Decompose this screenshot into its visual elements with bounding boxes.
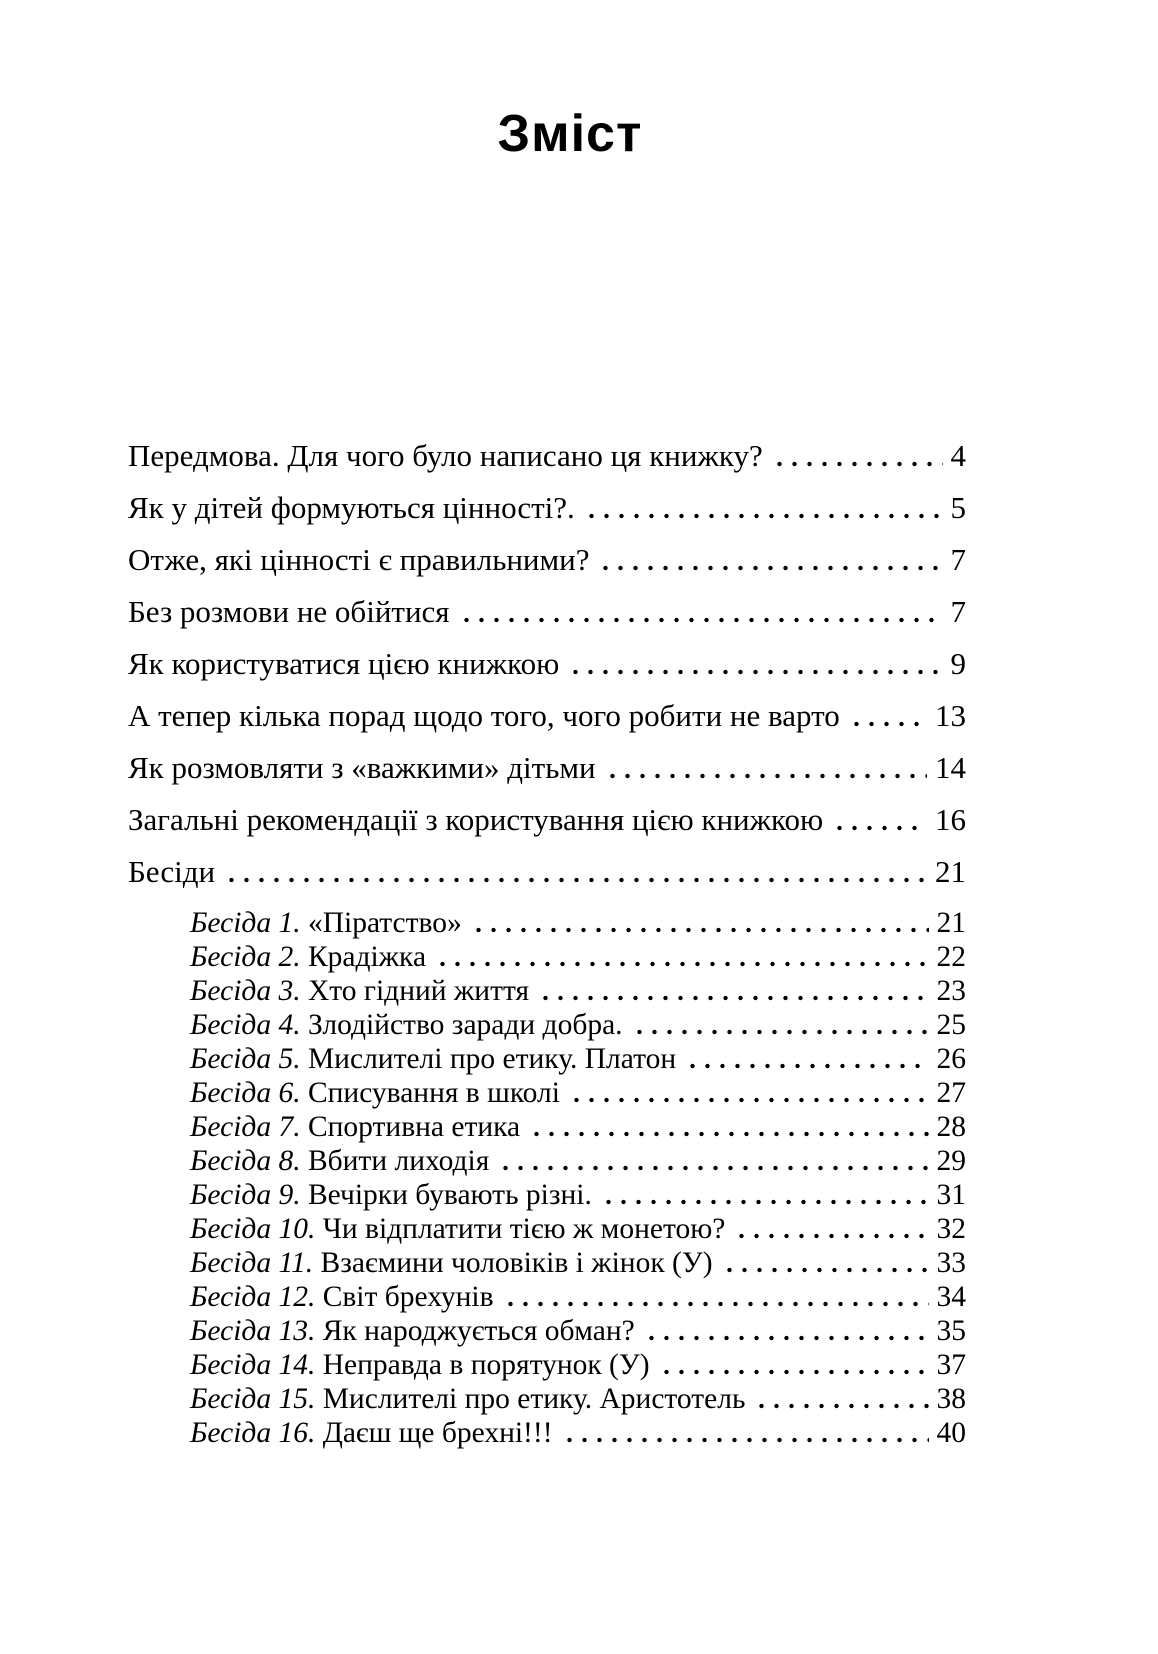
toc-entry-page: 5 (950, 490, 966, 525)
toc-talk-label (190, 1280, 494, 1314)
toc-entry-page: 4 (950, 438, 966, 473)
toc-entry-page: 16 (935, 802, 966, 837)
dot-leader (685, 1042, 928, 1076)
toc-talk-entry (190, 1212, 966, 1246)
toc-talk-entry (190, 1076, 966, 1110)
toc-talk-label (190, 1382, 745, 1416)
dot-leader (503, 1280, 929, 1314)
toc-talk-entry (190, 1144, 966, 1178)
talk-number-prefix: Бесіда 3. (190, 975, 301, 1007)
dot-leader (529, 1110, 928, 1144)
dot-leader (471, 906, 929, 940)
toc-entry-page: 34 (936, 1281, 966, 1313)
toc-talk-label (190, 1076, 560, 1110)
toc-entry-page: 7 (950, 542, 966, 577)
talk-number-prefix: Бесіда 5. (190, 1043, 301, 1075)
toc-entry (128, 646, 966, 682)
toc-entry-label: Бесіди (128, 854, 216, 889)
talk-number-prefix: Бесіда 10. (190, 1213, 316, 1245)
talk-title: Крадіжка (300, 941, 427, 973)
talk-number-prefix: Бесіда 11. (190, 1247, 314, 1279)
dot-leader (569, 1076, 929, 1110)
talk-title: Даєш ще брехні!!! (315, 1417, 553, 1449)
toc-talk-entry (190, 1008, 966, 1042)
toc-talk-entry (190, 1110, 966, 1144)
toc-talk-entry (190, 1042, 966, 1076)
dot-leader (538, 974, 928, 1008)
dot-leader (659, 1348, 929, 1382)
toc-entry-page: 14 (935, 750, 966, 785)
toc-entry-page: 21 (936, 907, 966, 939)
toc-entry-page: 21 (935, 854, 966, 889)
talk-number-prefix: Бесіда 14. (190, 1349, 316, 1381)
toc-entry-label: Загальні рекомендації з користування цією книжкою (128, 802, 824, 837)
talk-number-prefix: Бесіда 4. (190, 1009, 301, 1041)
toc-entry-page: 7 (950, 594, 966, 629)
talk-number-prefix: Бесіда 15. (190, 1383, 316, 1415)
toc-entry (128, 698, 966, 734)
toc-talk-label (190, 1110, 520, 1144)
talk-title: Світ брехунів (315, 1281, 494, 1313)
toc-entry-page: 31 (936, 1179, 966, 1211)
talk-title: Взаємини чоловіків і жінок (У) (313, 1247, 713, 1279)
dot-leader (601, 1178, 929, 1212)
toc-entry (128, 802, 966, 838)
toc-entry-page: 29 (936, 1145, 966, 1177)
toc-talk-label (190, 1416, 553, 1450)
dot-leader (598, 542, 942, 578)
dot-leader (734, 1212, 928, 1246)
toc-entry-page: 23 (936, 975, 966, 1007)
toc-entry-page: 26 (936, 1043, 966, 1075)
dot-leader (644, 1314, 929, 1348)
talk-number-prefix: Бесіда 7. (190, 1111, 301, 1143)
toc-entry-page: 25 (936, 1009, 966, 1041)
toc-entry-page: 32 (936, 1213, 966, 1245)
toc-talk-label (190, 1042, 676, 1076)
talk-title: Мислителі про етику. Платон (300, 1043, 677, 1075)
toc-talk-label (190, 1178, 592, 1212)
toc-entry-page: 22 (936, 941, 966, 973)
toc-entry-page: 27 (936, 1077, 966, 1109)
talk-title: Хто гідний життя (300, 975, 530, 1007)
talk-title: Списування в школі (300, 1077, 560, 1109)
toc-talk-label (190, 1314, 635, 1348)
talk-number-prefix: Бесіда 1. (190, 907, 301, 939)
toc-entry-label: Без розмови не обійтися (128, 594, 450, 629)
toc-entry (128, 594, 966, 630)
toc-entry-label: Отже, які цінності є правильними? (128, 542, 590, 577)
dot-leader (435, 940, 928, 974)
talk-number-prefix: Бесіда 2. (190, 941, 301, 973)
toc-talk-entry (190, 1314, 966, 1348)
toc-talk-label (190, 1008, 623, 1042)
dot-leader (568, 646, 942, 682)
talk-number-prefix: Бесіда 13. (190, 1315, 316, 1347)
toc-entry-page: 13 (935, 698, 966, 733)
toc-talk-entry (190, 1246, 966, 1280)
talk-number-prefix: Бесіда 12. (190, 1281, 316, 1313)
toc-talk-entry (190, 1416, 966, 1450)
toc-talk-label (190, 1348, 650, 1382)
talk-title: Злодійство заради добра. (300, 1009, 623, 1041)
talk-title: Вечірки бувають різні. (300, 1179, 592, 1211)
toc-entry-label: Як користуватися цією книжкою (128, 646, 560, 681)
toc-entry-page: 33 (936, 1247, 966, 1279)
toc-talk-entry (190, 906, 966, 940)
talk-title: «Піратство» (300, 907, 462, 939)
toc-talk-entry (190, 1178, 966, 1212)
dot-leader (605, 750, 927, 786)
toc-talk-label (190, 1246, 713, 1280)
dot-leader (722, 1246, 929, 1280)
toc-entry (128, 490, 966, 526)
talk-number-prefix: Бесіда 9. (190, 1179, 301, 1211)
toc-entry-label: Як розмовляти з «важкими» дітьми (128, 750, 596, 785)
toc-entry-page: 28 (936, 1111, 966, 1143)
toc-talk-entry (190, 974, 966, 1008)
toc-entry-label: Передмова. Для чого було написано ця книжку? (128, 438, 763, 473)
talk-title: Неправда в порятунок (У) (315, 1349, 650, 1381)
toc-talk-label (190, 940, 426, 974)
dot-leader (459, 594, 943, 630)
toc-entry-label: А тепер кілька порад щодо того, чого робити не варто (128, 698, 840, 733)
dot-leader (772, 438, 943, 474)
toc-entry-page: 35 (936, 1315, 966, 1347)
toc-entry-label: Як у дітей формуються цінності?. (128, 490, 575, 525)
dot-leader (632, 1008, 929, 1042)
toc-entry-page: 38 (936, 1383, 966, 1415)
talk-title: Спортивна етика (300, 1111, 521, 1143)
talk-title: Мислителі про етику. Аристотель (315, 1383, 746, 1415)
toc-talk-entry (190, 1280, 966, 1314)
dot-leader (849, 698, 927, 734)
toc-entry-page: 9 (950, 646, 966, 681)
toc-entry (128, 750, 966, 786)
toc-talk-label (190, 906, 462, 940)
dot-leader (498, 1144, 928, 1178)
toc-talk-label (190, 1144, 489, 1178)
page-title: Зміст (497, 104, 643, 163)
talk-number-prefix: Бесіда 8. (190, 1145, 301, 1177)
toc-talk-entry (190, 940, 966, 974)
toc-talk-label (190, 974, 529, 1008)
dot-leader (562, 1416, 929, 1450)
toc-entry-page: 37 (936, 1349, 966, 1381)
talk-title: Як народжується обман? (315, 1315, 635, 1347)
dot-leader (584, 490, 943, 526)
talk-title: Вбити лиходія (300, 1145, 490, 1177)
toc-entry-page: 40 (936, 1417, 966, 1449)
toc-talk-entry (190, 1382, 966, 1416)
toc-talk-label (190, 1212, 725, 1246)
talk-number-prefix: Бесіда 6. (190, 1077, 301, 1109)
dot-leader (832, 802, 927, 838)
dot-leader (754, 1382, 928, 1416)
toc-entry (128, 854, 966, 890)
toc-talk-entry (190, 1348, 966, 1382)
talk-title: Чи відплатити тією ж монетою? (315, 1213, 726, 1245)
toc-entry (128, 542, 966, 578)
talk-number-prefix: Бесіда 16. (190, 1417, 316, 1449)
dot-leader (224, 854, 927, 890)
toc-entry (128, 438, 966, 474)
table-of-contents (128, 438, 966, 1450)
